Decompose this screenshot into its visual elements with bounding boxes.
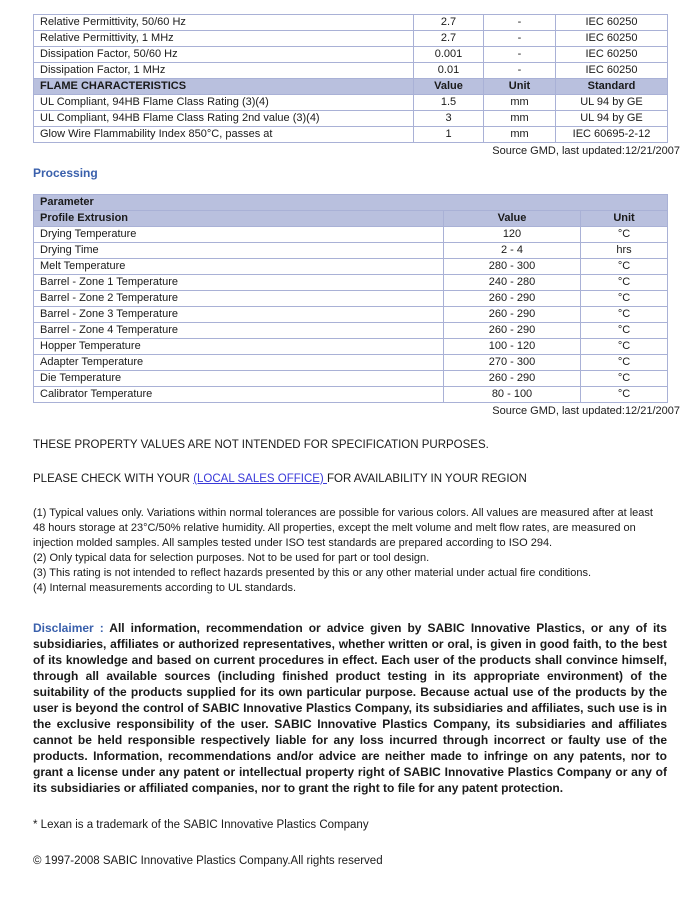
section-title-cell: FLAME CHARACTERISTICS [34, 79, 414, 95]
cell-parameter: Calibrator Temperature [34, 387, 444, 403]
cell-unit: °C [581, 291, 668, 307]
table-row [34, 47, 668, 63]
cell-value: 260 - 290 [444, 323, 581, 339]
processing-header-group [34, 195, 668, 227]
local-sales-office-link[interactable]: (LOCAL SALES OFFICE) [193, 473, 327, 485]
flame-section-header-group [34, 79, 668, 95]
spec-note: THESE PROPERTY VALUES ARE NOT INTENDED FOR SPECIFICATION PURPOSES. [33, 439, 489, 451]
cell-unit: °C [581, 371, 668, 387]
cell-unit: °C [581, 275, 668, 291]
cell-standard: IEC 60250 [556, 47, 668, 63]
cell-parameter: Drying Time [34, 243, 444, 259]
table-row [34, 111, 668, 127]
cell-value: 80 - 100 [444, 387, 581, 403]
table-row [34, 355, 668, 371]
cell-property: Dissipation Factor, 50/60 Hz [34, 47, 414, 63]
cell-property: Relative Permittivity, 50/60 Hz [34, 15, 414, 31]
trademark-note: * Lexan is a trademark of the SABIC Innovative Plastics Company [33, 819, 369, 831]
processing-table [33, 194, 668, 403]
cell-unit: °C [581, 387, 668, 403]
cell-parameter: Hopper Temperature [34, 339, 444, 355]
table-row [34, 31, 668, 47]
value-header-cell: Value [444, 211, 581, 227]
cell-value: 2.7 [414, 15, 484, 31]
value-header-cell: Value [414, 79, 484, 95]
source-note: Source GMD, last updated:12/21/2007 [492, 145, 680, 157]
standard-header-cell: Standard [556, 79, 668, 95]
table-row [34, 323, 668, 339]
footnotes [33, 506, 667, 596]
table-row [34, 339, 668, 355]
cell-value: 1 [414, 127, 484, 143]
table-row [34, 307, 668, 323]
electrical-flame-table [33, 14, 668, 143]
profile-extrusion-header-row [34, 211, 668, 227]
cell-unit: - [484, 15, 556, 31]
profile-extrusion-cell: Profile Extrusion [34, 211, 444, 227]
cell-parameter: Melt Temperature [34, 259, 444, 275]
cell-unit: °C [581, 307, 668, 323]
cell-unit: °C [581, 323, 668, 339]
parameter-header-cell: Parameter [34, 195, 668, 211]
cell-parameter: Barrel - Zone 2 Temperature [34, 291, 444, 307]
cell-parameter: Barrel - Zone 1 Temperature [34, 275, 444, 291]
footnote: (4) Internal measurements according to UL standards. [33, 582, 297, 594]
table-row [34, 371, 668, 387]
source-note: Source GMD, last updated:12/21/2007 [492, 405, 680, 417]
cell-standard: UL 94 by GE [556, 95, 668, 111]
flame-rows [34, 95, 668, 143]
cell-unit: mm [484, 95, 556, 111]
cell-parameter: Barrel - Zone 4 Temperature [34, 323, 444, 339]
availability-note [33, 472, 667, 486]
cell-value: 0.01 [414, 63, 484, 79]
cell-unit: hrs [581, 243, 668, 259]
cell-standard: IEC 60250 [556, 15, 668, 31]
footnote: (3) This rating is not intended to reflect hazards presented by this or any other material under actual fire conditions. [33, 567, 592, 579]
cell-unit: °C [581, 339, 668, 355]
table-row [34, 387, 668, 403]
cell-parameter: Drying Temperature [34, 227, 444, 243]
cell-standard: IEC 60695-2-12 [556, 127, 668, 143]
cell-value: 3 [414, 111, 484, 127]
parameter-header-row [34, 195, 668, 211]
footnote: (2) Only typical data for selection purposes. Not to be used for part or tool design. [33, 552, 430, 564]
cell-value: 240 - 280 [444, 275, 581, 291]
table-row [34, 259, 668, 275]
cell-standard: IEC 60250 [556, 31, 668, 47]
cell-parameter: Barrel - Zone 3 Temperature [34, 307, 444, 323]
cell-property: Glow Wire Flammability Index 850°C, passes at [34, 127, 414, 143]
cell-unit: - [484, 47, 556, 63]
cell-value: 0.001 [414, 47, 484, 63]
cell-unit: °C [581, 355, 668, 371]
table-row [34, 63, 668, 79]
unit-header-cell: Unit [581, 211, 668, 227]
flame-section-header [34, 79, 668, 95]
cell-value: 120 [444, 227, 581, 243]
cell-value: 260 - 290 [444, 371, 581, 387]
cell-value: 260 - 290 [444, 307, 581, 323]
disclaimer-text: All information, recommendation or advice given by SABIC Innovative Plastics, or any of its subsidiaries, affiliates or authorized representatives, whether written or oral, is given in good faith, to the best of its knowledge and based on current procedures in effect. Each user of the products shall convince himself, through all available sources (including finished product testing in its appropriate environment) of the suitability of the products supplied for its own particular purpose. Because actual use of the products by the user is beyond the control of SABIC Innovative Plastics Company, its subsidiaries and affiliates, such use is in the exclusive responsibility of the user. SABIC Innovative Plastics Company, its subsidiaries and affiliates cannot be held responsible respectively liable for any loss incurred through incorrect or faulty use of the products. Information, recommendations and/or advice are neither made to infringe on any patents, nor to grant a license under any patent or intellectual property right of SABIC Innovative Plastics Company or any of its subsidiaries or affiliated companies, nor to grant the right to file for any patent protection. [33, 621, 667, 795]
footnote: (1) Typical values only. Variations within normal tolerances are possible for various colors. All values are measured after at least 48 hours storage at 23°C/50% relative humidity. All properties, except the melt volume and melt flow rates, are measured on injection molded samples. All samples tested under ISO test standards are prepared according to ISO 294. [33, 507, 653, 549]
table-row [34, 275, 668, 291]
cell-property: Dissipation Factor, 1 MHz [34, 63, 414, 79]
cell-unit: mm [484, 111, 556, 127]
cell-value: 2 - 4 [444, 243, 581, 259]
cell-unit: mm [484, 127, 556, 143]
table-row [34, 95, 668, 111]
cell-property: Relative Permittivity, 1 MHz [34, 31, 414, 47]
cell-unit: °C [581, 259, 668, 275]
processing-heading: Processing [33, 166, 98, 180]
cell-unit: °C [581, 227, 668, 243]
availability-prefix: PLEASE CHECK WITH YOUR [33, 473, 194, 485]
copyright-note: © 1997-2008 SABIC Innovative Plastics Company.All rights reserved [33, 855, 383, 867]
disclaimer [33, 620, 667, 796]
cell-unit: - [484, 63, 556, 79]
cell-property: UL Compliant, 94HB Flame Class Rating 2nd value (3)(4) [34, 111, 414, 127]
cell-parameter: Die Temperature [34, 371, 444, 387]
availability-suffix: FOR AVAILABILITY IN YOUR REGION [326, 473, 527, 485]
table-row [34, 243, 668, 259]
table-row [34, 15, 668, 31]
table-row [34, 127, 668, 143]
cell-value: 1.5 [414, 95, 484, 111]
cell-value: 280 - 300 [444, 259, 581, 275]
cell-standard: UL 94 by GE [556, 111, 668, 127]
table-row [34, 227, 668, 243]
cell-value: 270 - 300 [444, 355, 581, 371]
cell-standard: IEC 60250 [556, 63, 668, 79]
processing-rows [34, 227, 668, 403]
cell-unit: - [484, 31, 556, 47]
unit-header-cell: Unit [484, 79, 556, 95]
cell-value: 2.7 [414, 31, 484, 47]
cell-value: 100 - 120 [444, 339, 581, 355]
cell-property: UL Compliant, 94HB Flame Class Rating (3)(4) [34, 95, 414, 111]
disclaimer-label: Disclaimer : [33, 621, 104, 635]
cell-parameter: Adapter Temperature [34, 355, 444, 371]
electrical-rows [34, 15, 668, 79]
cell-value: 260 - 290 [444, 291, 581, 307]
table-row [34, 291, 668, 307]
